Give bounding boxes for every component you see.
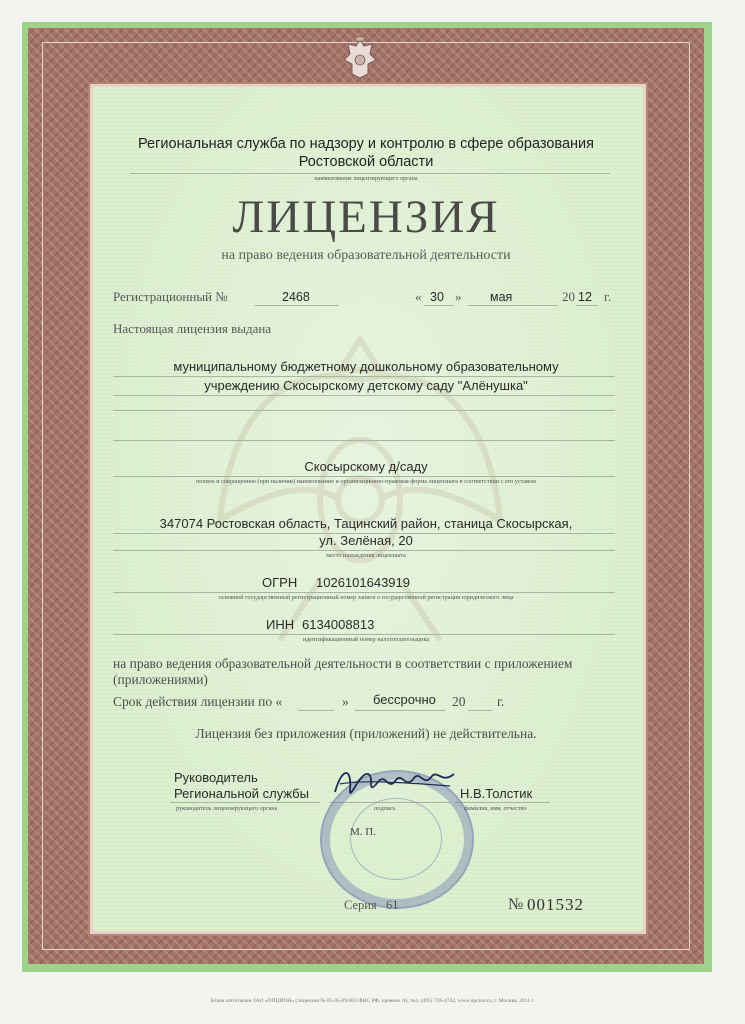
registration-number: 2468 bbox=[282, 290, 310, 304]
licensee-short-name: Скосырскому д/саду bbox=[304, 459, 428, 474]
series-label: Серия bbox=[344, 898, 377, 912]
date-year-unit: г. bbox=[604, 289, 612, 304]
head-title-underline bbox=[170, 802, 320, 803]
series-value: 61 bbox=[386, 898, 399, 912]
signature-icon bbox=[330, 762, 460, 807]
number-value: 001532 bbox=[527, 895, 584, 914]
ogrn-label: ОГРН bbox=[262, 575, 298, 590]
right-statement-line2: (приложениями) bbox=[113, 672, 208, 687]
head-name: Н.В.Толстик bbox=[460, 786, 533, 801]
document-title: ЛИЦЕНЗИЯ bbox=[232, 191, 500, 243]
term-year-unit: г. bbox=[497, 694, 505, 709]
address-caption: место нахождения лицензиата bbox=[326, 552, 406, 559]
blank-line-1 bbox=[113, 410, 615, 411]
right-statement-line1: на право ведения образовательной деятельности в соответствии с приложением bbox=[113, 656, 573, 671]
date-year-underline bbox=[576, 305, 598, 306]
licensee-caption: полное и сокращенное (при наличии) наименование и организационно-правовая форма лицензиата в соответствии с его уставом bbox=[196, 478, 536, 485]
date-day-underline bbox=[424, 305, 454, 306]
licensee-name-line2: учреждению Скосырскому детскому саду "Алёнушка" bbox=[204, 378, 528, 393]
address-line2-underline bbox=[113, 550, 615, 551]
date-year-suffix: 12 bbox=[578, 290, 592, 304]
document-subtitle: на право ведения образовательной деятельности bbox=[221, 248, 511, 263]
head-title-line2: Региональной службы bbox=[174, 786, 309, 801]
term-year-prefix: 20 bbox=[452, 694, 466, 709]
date-month: мая bbox=[490, 290, 513, 304]
registration-label: Регистрационный № bbox=[113, 289, 228, 304]
authority-caption: наименование лицензирующего органа bbox=[314, 175, 418, 182]
inn-value: 6134008813 bbox=[302, 617, 375, 632]
term-label: Срок действия лицензии по « bbox=[113, 694, 283, 709]
number-label: № bbox=[508, 896, 524, 913]
term-year-underline bbox=[468, 710, 492, 711]
term-month-underline bbox=[355, 710, 445, 711]
term-day-underline bbox=[298, 710, 334, 711]
head-name-caption: фамилия, имя, отчество bbox=[464, 805, 527, 812]
inn-underline bbox=[113, 634, 615, 635]
issued-to-label: Настоящая лицензия выдана bbox=[113, 321, 272, 336]
licensee-short-underline bbox=[113, 476, 615, 477]
address-line2: ул. Зелёная, 20 bbox=[319, 533, 413, 548]
licensee-line1-underline bbox=[113, 376, 615, 377]
inn-label: ИНН bbox=[266, 617, 295, 632]
head-title-line1: Руководитель bbox=[174, 770, 258, 785]
seal-label: М. П. bbox=[350, 826, 376, 838]
stamp-inner-ring bbox=[350, 798, 442, 880]
date-open-quote: « bbox=[415, 289, 422, 304]
registration-number-underline bbox=[255, 305, 339, 306]
ogrn-caption: основной государственный регистрационный номер записи о государственной регистрации юридического лица bbox=[218, 594, 514, 601]
address-line1: 347074 Ростовская область, Тацинский район, станица Скосырская, bbox=[159, 516, 573, 531]
signature-caption: подпись bbox=[374, 805, 396, 812]
licensee-line2-underline bbox=[113, 395, 615, 396]
validity-note: Лицензия без приложения (приложений) не действительна. bbox=[195, 726, 537, 741]
ogrn-underline bbox=[113, 592, 615, 593]
authority-name-line1: Региональная служба по надзору и контролю в сфере образования bbox=[138, 136, 594, 152]
date-close-quote: » bbox=[455, 289, 462, 304]
authority-name-line2: Ростовской области bbox=[298, 154, 434, 170]
ogrn-value: 1026101643919 bbox=[316, 575, 410, 590]
blank-line-2 bbox=[113, 440, 615, 441]
date-month-underline bbox=[468, 305, 558, 306]
term-value: бессрочно bbox=[373, 692, 436, 707]
term-close-quote: » bbox=[342, 694, 349, 709]
date-day: 30 bbox=[430, 290, 444, 304]
inn-caption: идентификационный номер налогоплательщика bbox=[302, 636, 430, 643]
coat-of-arms-icon bbox=[340, 36, 380, 82]
head-title-caption: руководитель лицензирующего органа bbox=[176, 805, 278, 812]
date-year-prefix: 20 bbox=[562, 289, 575, 304]
licensee-name-line1: муниципальному бюджетному дошкольному образовательному bbox=[173, 359, 559, 374]
authority-underline bbox=[130, 173, 610, 174]
head-name-underline bbox=[455, 802, 550, 803]
printer-footer: Бланк изготовлен ЗАО «ОПЦИОН» (лицензия № 05-05-09/003 ФНС РФ, уровень А), тел. (495) 726-4742, www.opcion.ru, г. Москва, 2011 г. bbox=[210, 998, 535, 1004]
